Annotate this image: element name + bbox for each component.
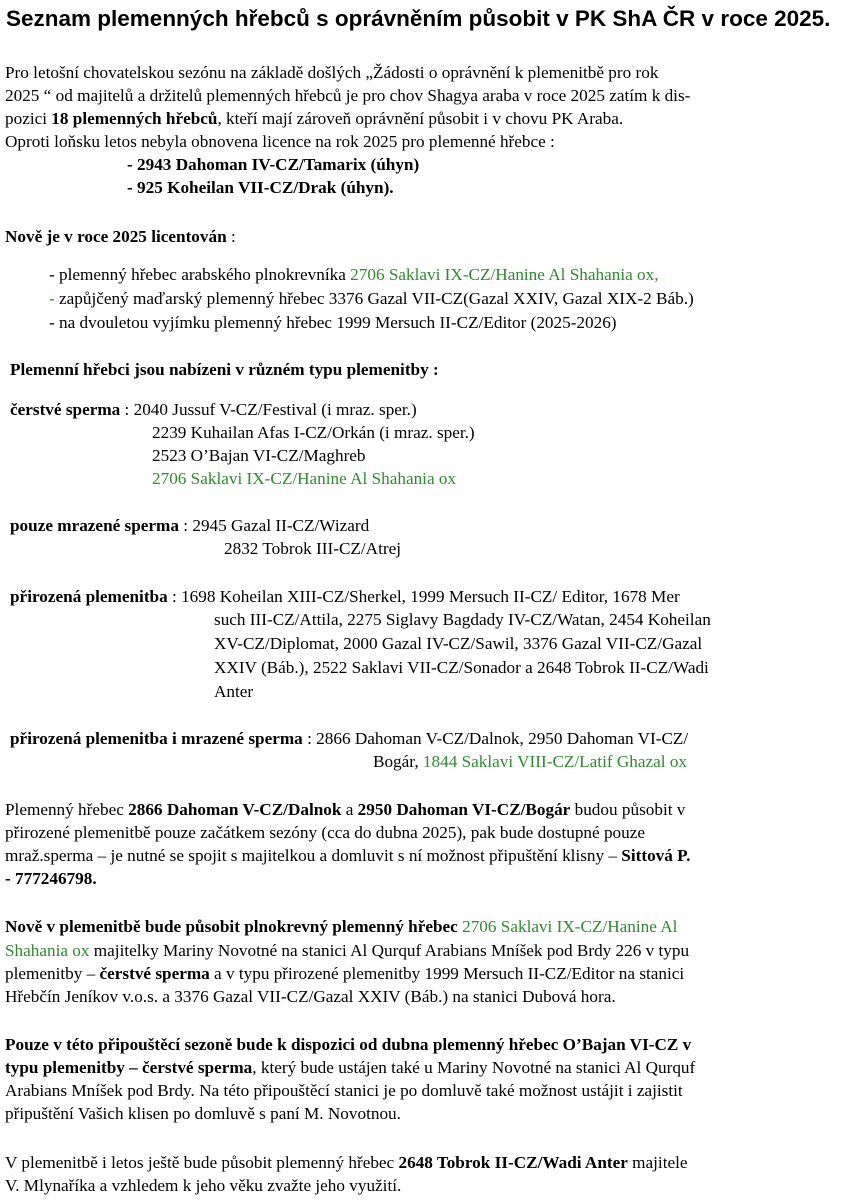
new-licensed-heading: Nově je v roce 2025 licentován :: [5, 227, 236, 246]
para2-line-3: plemenitby – čerstvé sperma a v typu přirozené plemenitby 1999 Mersuch II-CZ/Editor na stanici: [5, 964, 685, 983]
frozen-semen-row: pouze mrazené sperma : 2945 Gazal II-CZ/Wizard: [10, 516, 370, 535]
para2-line-4: Hřebčín Jeníkov v.o.s. a 3376 Gazal VII-CZ/Gazal XXIV (Báb.) na stanici Dubová hora.: [5, 987, 616, 1006]
para3-line-3: Arabians Mníšek pod Brdy. Na této připouštěcí stanici je po domluvě také možnost ustájit i zajistit: [5, 1081, 683, 1100]
natural-breeding-line-5: Anter: [214, 682, 254, 701]
natural-breeding-line-4: XXIV (Báb.), 2522 Saklavi VII-CZ/Sonador a 2648 Tobrok II-CZ/Wadi: [214, 658, 709, 677]
natural-breeding-row: přirozená plemenitba : 1698 Koheilan XIII-CZ/Sherkel, 1999 Mersuch II-CZ/ Editor, 1678 Mer: [10, 587, 680, 606]
frozen-semen-label: pouze mrazené sperma: [10, 516, 179, 535]
fresh-semen-item-3: 2523 O’Bajan VI-CZ/Maghreb: [152, 446, 366, 465]
new-licensed-item-1: - plemenný hřebec arabského plnokrevníka 2706 Saklavi IX-CZ/Hanine Al Shahania ox,: [49, 265, 659, 284]
para4-line-2: V. Mlynaříka a vzhledem k jeho věku zvažte jeho využití.: [5, 1176, 402, 1195]
intro-line-4: Oproti loňsku letos nebyla obnovena licence na rok 2025 pro plemenné hřebce :: [5, 132, 555, 151]
stallion-count: 18 plemenných hřebců: [51, 109, 218, 128]
intro-line-3: pozici 18 plemenných hřebců, kteří mají zároveň oprávnění působit i v chovu PK Araba.: [5, 109, 624, 128]
para2-line-2: Shahania ox majitelky Mariny Novotné na stanici Al Qurquf Arabians Mníšek pod Brdy 226 v typu: [5, 941, 690, 960]
para1-line-1: Plemenný hřebec 2866 Dahoman V-CZ/Dalnok a 2950 Dahoman VI-CZ/Bogár budou působit v: [5, 800, 686, 819]
para3-line-1: Pouze v této připouštěcí sezoně bude k dispozici od dubna plemenný hřebec O’Bajan VI-CZ v: [5, 1035, 692, 1054]
para2-line-1: Nově v plemenitbě bude působit plnokrevný plemenný hřebec 2706 Saklavi IX-CZ/Hanine Al: [5, 917, 678, 936]
natural-and-frozen-line-2: Bogár, 1844 Saklavi VIII-CZ/Latif Ghazal ox: [373, 752, 688, 771]
para4-line-1: V plemenitbě i letos ještě bude působit plemenný hřebec 2648 Tobrok II-CZ/Wadi Anter majitele: [5, 1153, 688, 1172]
para1-line-2: přirozené plemenitbě pouze začátkem sezóny (cca do dubna 2025), pak bude dostupné pouze: [5, 823, 645, 842]
intro-line-1: Pro letošní chovatelskou sezónu na základě došlých „Žádosti o oprávnění k plemenitbě pro rok: [5, 63, 659, 82]
natural-and-frozen-row: přirozená plemenitba i mrazené sperma : 2866 Dahoman V-CZ/Dalnok, 2950 Dahoman VI-CZ/: [10, 729, 689, 748]
contact-phone: - 777246798.: [5, 869, 97, 888]
new-licensed-item-2: - zapůjčený maďarský plemenný hřebec 3376 Gazal VII-CZ(Gazal XXIV, Gazal XIX-2 Báb.): [49, 289, 694, 308]
frozen-semen-item-2: 2832 Tobrok III-CZ/Atrej: [224, 539, 402, 558]
para1-line-3: mraž.sperma – je nutné se spojit s majitelkou a domluvit s ní možnost připuštění klisny – Sittová P.: [5, 846, 691, 865]
natural-breeding-line-3: XV-CZ/Diplomat, 2000 Gazal IV-CZ/Sawil, 3376 Gazal VII-CZ/Gazal: [214, 634, 703, 653]
new-licensed-item-3: - na dvouletou vyjímku plemenný hřebec 1999 Mersuch II-CZ/Editor (2025-2026): [49, 313, 617, 332]
not-renewed-item-2: - 925 Koheilan VII-CZ/Drak (úhyn).: [127, 178, 394, 197]
contact-name: Sittová P.: [621, 846, 691, 865]
natural-and-frozen-label: přirozená plemenitba i mrazené sperma: [10, 729, 303, 748]
fresh-semen-item-4: 2706 Saklavi IX-CZ/Hanine Al Shahania ox: [152, 469, 457, 488]
para3-line-4: připuštění Vašich klisen po domluvě s paní M. Novotnou.: [5, 1104, 401, 1123]
natural-breeding-label: přirozená plemenitba: [10, 587, 168, 606]
not-renewed-item-1: - 2943 Dahoman IV-CZ/Tamarix (úhyn): [127, 155, 420, 174]
natural-breeding-line-2: such III-CZ/Attila, 2275 Siglavy Bagdady IV-CZ/Watan, 2454 Koheilan: [214, 610, 711, 629]
offered-heading: Plemenní hřebci jsou nabízeni v různém typu plemenitby :: [10, 360, 439, 379]
intro-line-2: 2025 “ od majitelů a držitelů plemenných hřebců je pro chov Shagya araba v roce 2025 zatím k dis-: [5, 86, 691, 105]
fresh-semen-row: čerstvé sperma : 2040 Jussuf V-CZ/Festival (i mraz. sper.): [10, 400, 417, 419]
page-title: Seznam plemenných hřebců s oprávněním působit v PK ShA ČR v roce 2025.: [6, 6, 831, 31]
fresh-semen-label: čerstvé sperma: [10, 400, 121, 419]
fresh-semen-item-2: 2239 Kuhailan Afas I-CZ/Orkán (i mraz. sper.): [152, 423, 475, 442]
para3-line-2: typu plemenitby – čerstvé sperma, který bude ustájen také u Mariny Novotné na stanici Al Qurquf: [5, 1058, 696, 1077]
